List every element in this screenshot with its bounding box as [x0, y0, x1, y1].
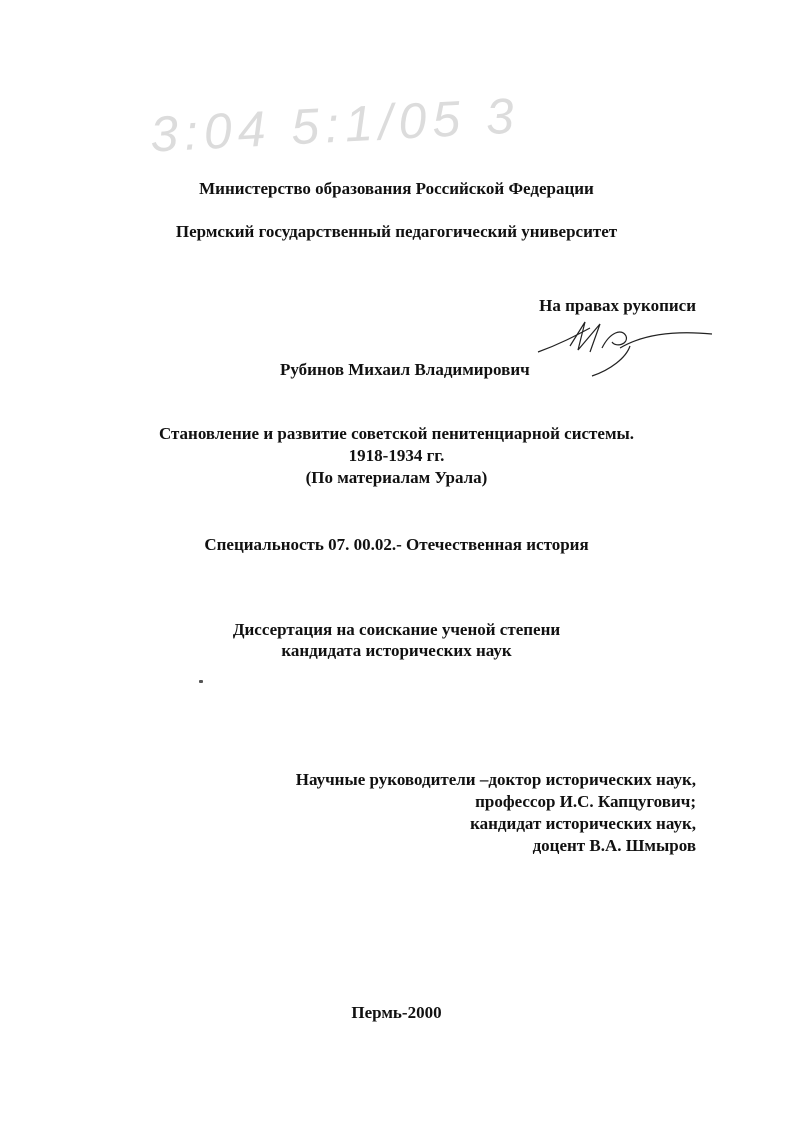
supervisors-line1: Научные руководители –доктор исторических наук, [295, 770, 696, 789]
signature-icon [530, 318, 715, 380]
thesis-title-line1: Становление и развитие советской пенитенциарной системы. [158, 424, 635, 443]
supervisors-line3: кандидат исторических наук, [470, 814, 696, 833]
university-heading: Пермский государственный педагогический университет [175, 222, 618, 241]
scan-speck [199, 680, 203, 683]
city-year: Пермь-2000 [351, 1003, 442, 1022]
supervisors-line4: доцент В.А. Шмыров [532, 836, 696, 855]
archive-stamp: 3:04 5:1/05 3 [148, 87, 522, 163]
thesis-title-years: 1918-1934 гг. [348, 446, 445, 465]
supervisors-line2: профессор И.С. Капцугович; [475, 792, 696, 811]
author-name: Рубинов Михаил Владимирович [280, 360, 530, 379]
degree-line2: кандидата исторических наук [281, 641, 512, 660]
thesis-title-subtitle: (По материалам Урала) [305, 468, 488, 487]
specialty-line: Специальность 07. 00.02.- Отечественная история [204, 535, 589, 554]
ministry-heading: Министерство образования Российской Федерации [199, 179, 594, 198]
degree-line1: Диссертация на соискание ученой степени [232, 620, 561, 639]
rights-note: На правах рукописи [539, 296, 696, 315]
